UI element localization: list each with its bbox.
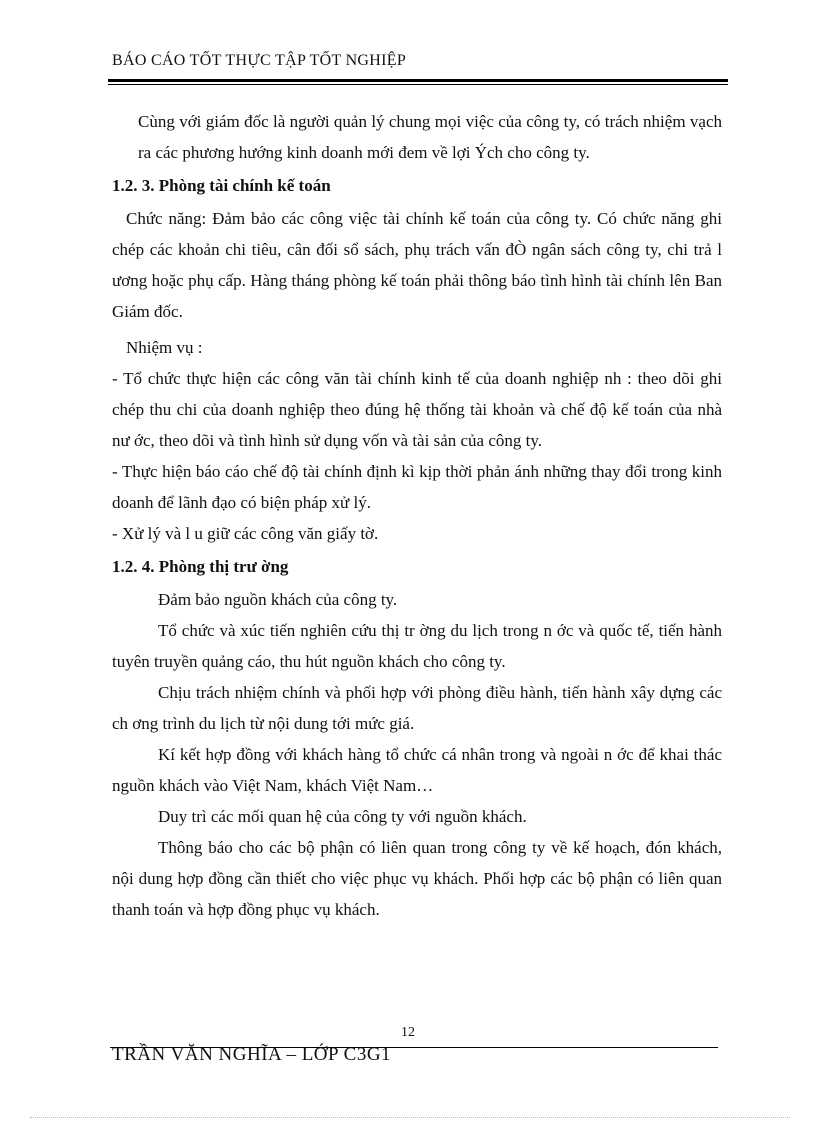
market-paragraph: Thông báo cho các bộ phận có liên quan trong công ty về kế hoạch, đón khách, nội dung hợp đồng cần thiết cho việc phục vụ khách. Phối hợp các bộ phận có liên quan thanh toán và hợp đồng phục vụ khách. — [112, 838, 722, 919]
finance-duty-item: - Xử lý và l u giữ các công văn giấy tờ. — [112, 524, 379, 543]
document-body — [112, 106, 722, 925]
market-paragraph: Tổ chức và xúc tiến nghiên cứu thị tr ờng du lịch trong n ớc và quốc tế, tiến hành tuyên truyền quảng cáo, thu hút nguồn khách cho công ty. — [112, 621, 722, 671]
market-paragraph: Đảm bảo nguồn khách của công ty. — [158, 590, 398, 609]
finance-function-paragraph: Chức năng: Đảm bảo các công việc tài chính kế toán của công ty. Có chức năng ghi chép các khoản chi tiêu, cân đối sổ sách, phụ trách vấn đÒ ngân sách công ty, chi trả l ương hoặc phụ cấp. Hàng tháng phòng kế toán phải thông báo tình hình tài chính lên Ban Giám đốc. — [112, 209, 722, 321]
section-heading-finance: 1.2. 3. Phòng tài chính kế toán — [112, 176, 331, 195]
market-paragraph: Duy trì các mối quan hệ của công ty với nguồn khách. — [158, 807, 527, 826]
market-paragraph: Kí kết hợp đồng với khách hàng tổ chức cá nhân trong và ngoài n ớc để khai thác nguồn khách vào Việt Nam, khách Việt Nam… — [112, 745, 722, 795]
finance-duty-item: - Tổ chức thực hiện các công văn tài chính kinh tế của doanh nghiệp nh : theo dõi ghi chép thu chi của doanh nghiệp theo đúng hệ thống tài khoản và chế độ kế toán của nhà nư ớc, theo dõi và tình hình sử dụng vốn và tài sản của công ty. — [112, 369, 722, 450]
intro-paragraph: Cùng với giám đốc là người quản lý chung mọi việc của công ty, có trách nhiệm vạch ra các phương hướng kinh doanh mới đem về lợi Ých cho công ty. — [138, 112, 722, 162]
page-header-title: BÁO CÁO TỐT THỰC TẬP TỐT NGHIỆP — [112, 52, 407, 69]
page-number: 12 — [401, 1025, 415, 1040]
footer-author: TRẦN VĂN NGHĨA – LỚP C3G1 — [112, 1044, 392, 1065]
finance-duties-label: Nhiệm vụ : — [126, 338, 203, 357]
section-heading-market: 1.2. 4. Phòng thị trư ờng — [112, 557, 289, 576]
market-paragraph: Chịu trách nhiệm chính và phối hợp với phòng điều hành, tiến hành xây dựng các ch ơng trình du lịch từ nội dung tới mức giá. — [112, 683, 722, 733]
header-rule-thick — [108, 79, 728, 82]
finance-duty-item: - Thực hiện báo cáo chế độ tài chính định kì kịp thời phản ánh những thay đổi trong kinh doanh để lãnh đạo có biện pháp xử lý. — [112, 462, 722, 512]
header-rule-thin — [108, 84, 728, 85]
page-edge-dotted-line — [30, 1117, 790, 1118]
